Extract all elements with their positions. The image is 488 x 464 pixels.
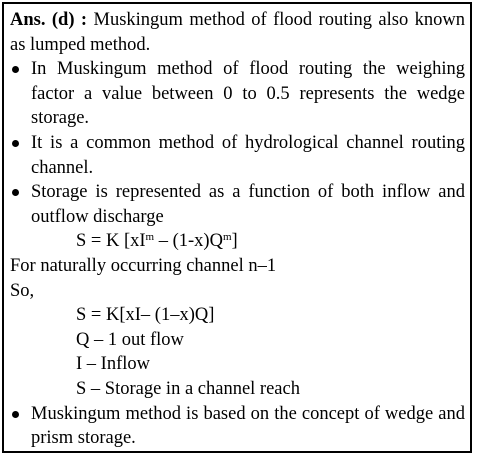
- bullet-item: [10, 57, 465, 131]
- definition-outflow: Q – 1 out flow: [76, 329, 184, 350]
- so-label: So,: [10, 280, 35, 301]
- bullet-item: [10, 180, 465, 229]
- definition-inflow: I – Inflow: [76, 354, 150, 375]
- bullet-text: Muskingum method is based on the concept of wedge and prism storage.: [31, 403, 465, 449]
- answer-intro-text: Muskingum method of flood routing also known as lumped method.: [10, 10, 466, 55]
- definition-storage: S – Storage in a channel reach: [76, 378, 300, 399]
- bullet-text: In Muskingum method of flood routing the weighing factor a value between 0 to 0.5 represents the wedge storage.: [31, 59, 465, 129]
- bullet-item: [10, 402, 465, 451]
- bullet-text: It is a common method of hydrological channel routing channel.: [31, 132, 465, 178]
- answer-label: Ans. (d) :: [10, 10, 88, 30]
- simplified-equation: S = K[xI– (1–x)Q]: [76, 305, 215, 326]
- channel-line: For naturally occurring channel n–1: [10, 255, 277, 276]
- answer-box: [2, 2, 472, 453]
- bullet-text: Storage is represented as a function of both inflow and outflow discharge: [31, 182, 465, 227]
- storage-equation: S = K $[xI^m - (1-x)Q^m]$: [76, 231, 238, 252]
- bullet-item: [10, 131, 465, 180]
- answer-intro: [10, 8, 465, 57]
